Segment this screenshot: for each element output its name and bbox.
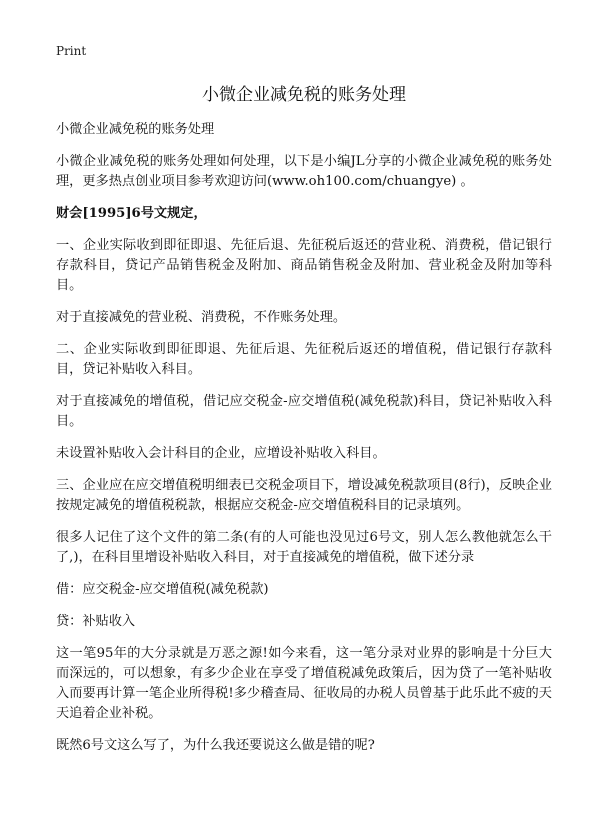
- article-body: [56, 120, 552, 768]
- paragraph-subtitle: 小微企业减免税的账务处理: [56, 122, 215, 137]
- paragraph-rule-two-note: 对于直接减免的增值税，借记应交税金-应交增值税(减免税款)科目，贷记补贴收入科目。: [56, 394, 552, 429]
- page-title: 小微企业减免税的账务处理: [202, 85, 406, 105]
- paragraph-question: 既然6号文这么写了，为什么我还要说这么做是错的呢?: [56, 738, 375, 753]
- paragraph-debit-entry: 借：应交税金-应交增值税(减免税款): [56, 582, 269, 597]
- paragraph-rule-one-note: 对于直接减免的营业税、消费税，不作账务处理。: [56, 310, 347, 325]
- paragraph-credit-entry: 贷：补贴收入: [56, 614, 136, 629]
- paragraph-regulation-heading: 财会[1995]6号文规定，: [56, 206, 207, 221]
- print-label: Print: [56, 44, 87, 58]
- paragraph-commentary: 很多人记住了这个文件的第二条(有的人可能也没见过6号文，别人怎么教他就怎么干了,)，在科目里增设补贴收入科目，对于直接减免的增值税，做下述分录: [56, 530, 552, 565]
- paragraph-analysis: 这一笔95年的大分录就是万恶之源!如今来看，这一笔分录对业界的影响是十分巨大而深远的，可以想象，有多少企业在享受了增值税减免政策后，因为贷了一笔补贴收入而要再计算一笔企业所得税!多少稽查局、征收局的办税人员曾基于此乐此不疲的天天追着企业补税。: [56, 646, 552, 721]
- paragraph-rule-two-extra: 未设置补贴收入会计科目的企业，应增设补贴收入科目。: [56, 446, 386, 461]
- paragraph-rule-three: 三、企业应在应交增值税明细表已交税金项目下，增设减免税款项目(8行)，反映企业按规定减免的增值税税款，根据应交税金-应交增值税科目的记录填列。: [56, 478, 552, 513]
- paragraph-rule-one: 一、企业实际收到即征即退、先征后退、先征税后返还的营业税、消费税，借记银行存款科目，贷记产品销售税金及附加、商品销售税金及附加、营业税金及附加等科目。: [56, 238, 552, 293]
- paragraph-rule-two: 二、企业实际收到即征即退、先征后退、先征税后返还的增值税，借记银行存款科目，贷记补贴收入科目。: [56, 342, 552, 377]
- paragraph-intro: 小微企业减免税的账务处理如何处理，以下是小编JL分享的小微企业减免税的账务处理，更多热点创业项目参考欢迎访问(www.oh100.com/chuangye) 。: [56, 154, 552, 189]
